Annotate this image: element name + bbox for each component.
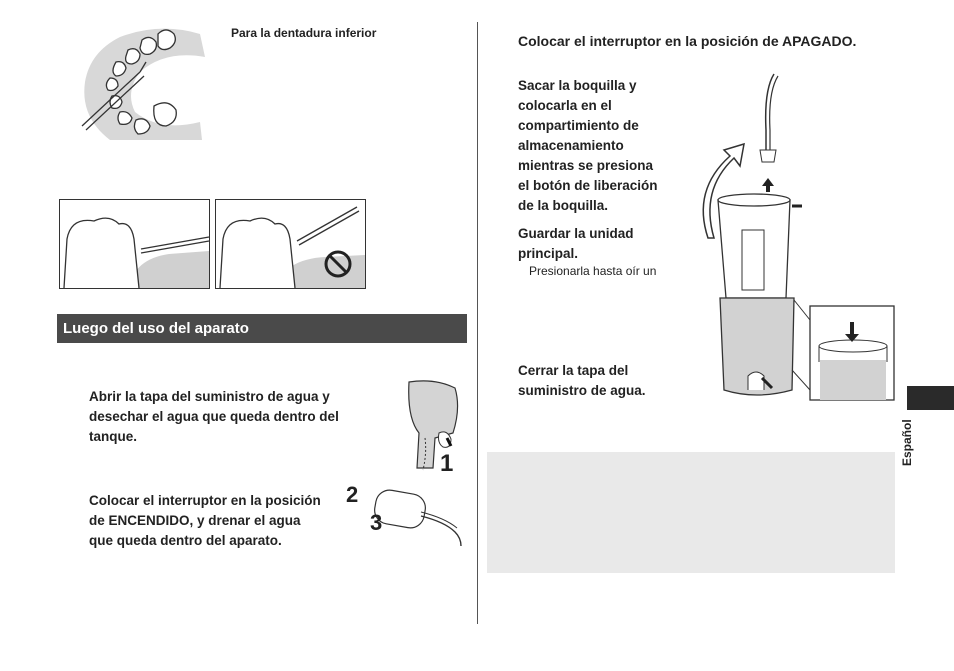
close-instruction: Cerrar la tapa del suministro de agua. (518, 363, 646, 398)
water-flosser-icon (690, 70, 895, 405)
tooth-incorrect-illustration (215, 199, 366, 289)
store-instruction: Guardar la unidad principal. (518, 226, 634, 261)
lower-teeth-illustration (70, 22, 210, 147)
column-divider (477, 22, 478, 624)
note-box (487, 452, 895, 573)
store-note: Presionarla hasta oír un (529, 264, 657, 278)
section-title: Luego del uso del aparato (57, 314, 467, 343)
lower-teeth-caption: Para la dentadura inferior (231, 26, 377, 40)
language-tab (907, 386, 954, 410)
nozzle-instruction: Sacar la boquilla y colocarla en el compartimiento de almacenamiento mientras se presiona el botón de liberación de la boquilla. (518, 78, 658, 213)
step2-text: Colocar el interruptor en la posición de ENCENDIDO, y drenar el agua que queda dentro del aparato. (89, 493, 321, 548)
tooth-correct-illustration (59, 199, 210, 289)
switch-off-instruction: Colocar el interruptor en la posición de APAGADO. (518, 33, 857, 49)
callout-3: 3 (370, 510, 383, 535)
language-label: Español (900, 419, 914, 466)
callout-1: 1 (440, 450, 454, 477)
step1-text: Abrir la tapa del suministro de agua y desechar el agua que queda dentro del tanque. (89, 389, 339, 444)
tank-drain-illustration (405, 378, 467, 473)
callout-2: 2 (346, 482, 359, 507)
